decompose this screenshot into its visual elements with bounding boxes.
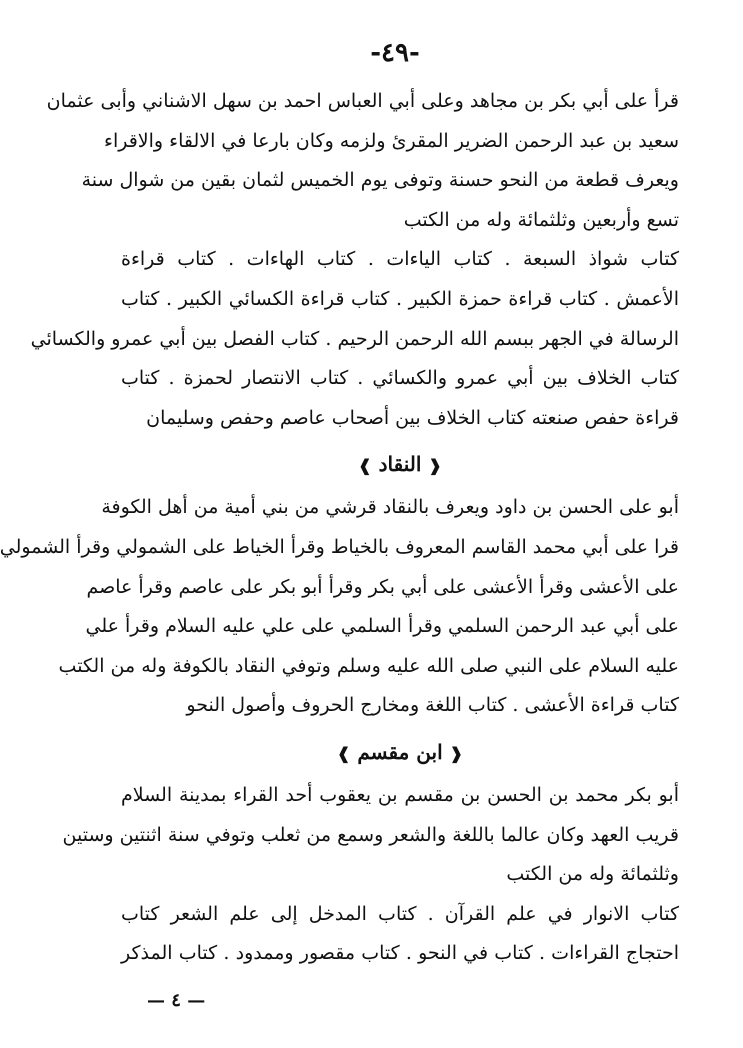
section-heading-text: النقاد xyxy=(378,452,422,477)
book-list-line: كتاب الانوار في علم القرآن . كتاب المدخل إلى علم الشعر كتاب xyxy=(121,902,679,925)
text-line: وثلثمائة وله من الكتب xyxy=(506,863,679,886)
ornament-icon: ❰ xyxy=(449,743,464,763)
ornament-icon: ❱ xyxy=(336,743,351,763)
signature-mark: — ٤ — xyxy=(147,990,206,1011)
book-list-line: كتاب قراءة الأعشى . كتاب اللغة ومخارج الحروف وأصول النحو xyxy=(186,694,679,717)
text-line: قرا على أبي محمد القاسم المعروف بالخياط وقرأ الخياط على الشمولي وقرأ الشمولي xyxy=(0,535,679,558)
page-content xyxy=(0,82,679,974)
text-line: عليه السلام على النبي صلى الله عليه وسلم وتوفي النقاد بالكوفة وله من الكتب xyxy=(58,654,679,677)
book-list-line: احتجاج القراءات . كتاب في النحو . كتاب مقصور وممدود . كتاب المذكر xyxy=(121,942,679,965)
book-list-line: الرسالة في الجهر ببسم الله الرحمن الرحيم . كتاب الفصل بين أبي عمرو والكسائي xyxy=(30,327,679,350)
text-line: قرأ على أبي بكر بن مجاهد وعلى أبي العباس احمد بن سهل الاشناني وأبى عثمان xyxy=(46,90,679,112)
ornament-icon: ❱ xyxy=(358,456,372,476)
text-line: سعيد بن عبد الرحمن الضرير المقرئ ولزمه وكان بارعا في الالقاء والاقراء xyxy=(104,129,679,152)
text-line: تسع وأربعين وثلثمائة وله من الكتب xyxy=(403,208,679,231)
ornament-icon: ❰ xyxy=(428,456,442,476)
section-heading-naqqad xyxy=(121,444,679,484)
page-number: -٤٩- xyxy=(370,38,420,68)
text-line: على الأعشى وقرأ الأعشى على أبي بكر وقرأ أبو بكر على عاصم وقرأ عاصم xyxy=(86,575,679,598)
book-list-line: كتاب شواذ السبعة . كتاب الياءات . كتاب الهاءات . كتاب قراءة xyxy=(121,248,679,271)
text-line: أبو على الحسن بن داود ويعرف بالنقاد قرشي من بني أمية من أهل الكوفة xyxy=(101,496,679,519)
section-heading-text: ابن مقسم xyxy=(357,739,443,764)
text-line: أبو بكر محمد بن الحسن بن مقسم بن يعقوب أحد القراء بمدينة السلام xyxy=(121,783,679,806)
book-list-line: كتاب الخلاف بين أبي عمرو والكسائي . كتاب الانتصار لحمزة . كتاب xyxy=(121,367,679,390)
text-line: على أبي عبد الرحمن السلمي وقرأ السلمي على علي عليه السلام وقرأ علي xyxy=(85,615,679,638)
book-list-line: الأعمش . كتاب قراءة حمزة الكبير . كتاب قراءة الكسائي الكبير . كتاب xyxy=(121,287,679,310)
section-heading-ibn-miqsam xyxy=(121,732,679,772)
book-list-line: قراءة حفص صنعته كتاب الخلاف بين أصحاب عاصم وحفص وسليمان xyxy=(146,406,679,429)
text-line: قريب العهد وكان عالما باللغة والشعر وسمع من ثعلب وتوفي سنة اثنتين وستين xyxy=(62,823,679,846)
text-line: ويعرف قطعة من النحو حسنة وتوفى يوم الخميس لثمان بقين من شوال سنة xyxy=(81,169,679,192)
